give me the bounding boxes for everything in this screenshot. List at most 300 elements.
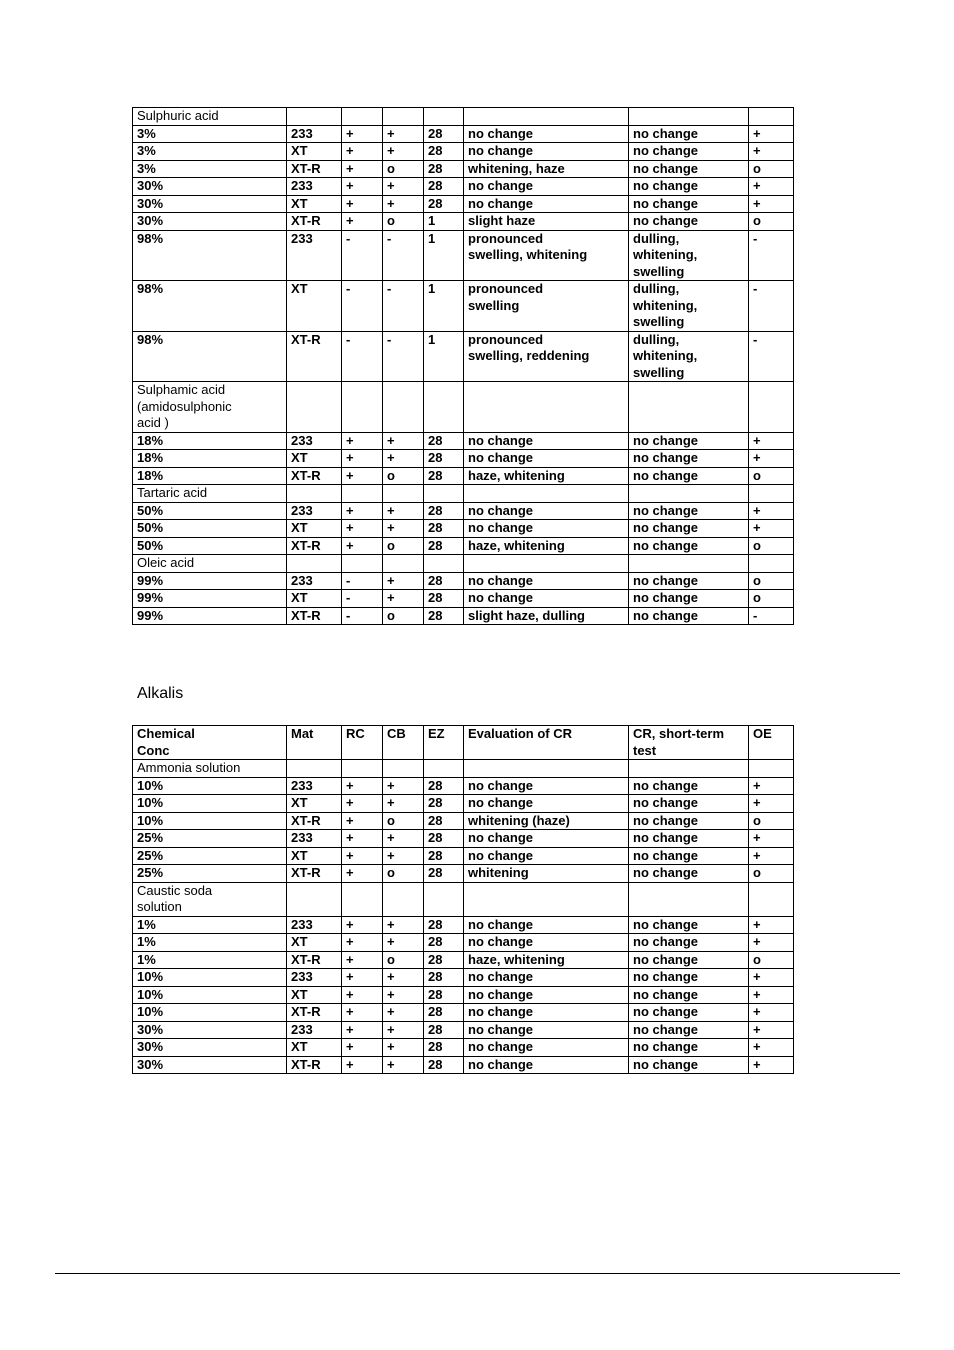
table-cell: 28 [424,520,464,538]
table-cell: + [342,1039,383,1057]
table-cell: + [383,1056,424,1074]
table-cell: + [383,125,424,143]
table-row [133,847,794,865]
table-cell: o [383,865,424,883]
table-cell: + [383,432,424,450]
table-cell: + [749,178,794,196]
table-cell: 1% [133,934,287,952]
table-cell: + [383,916,424,934]
table-cell: XT [287,450,342,468]
alkalis-resistance-table [132,725,794,1074]
table-row [133,143,794,161]
table-cell: no change [464,1056,629,1074]
table-cell: + [383,1039,424,1057]
table-cell: + [749,195,794,213]
table-cell: no change [629,969,749,987]
table-cell [464,760,629,778]
table-row [133,812,794,830]
table-row [133,969,794,987]
table-cell: + [749,1004,794,1022]
table-row [133,213,794,231]
table-cell: XT [287,934,342,952]
table-cell [287,882,342,916]
table-cell: XT [287,986,342,1004]
table-cell: no change [464,1004,629,1022]
table-cell: + [342,537,383,555]
table-cell: 99% [133,572,287,590]
table-cell: 28 [424,916,464,934]
table-cell: XT-R [287,951,342,969]
table-cell [424,555,464,573]
table-cell: + [749,450,794,468]
acids-resistance-table [132,107,794,625]
table-cell [629,382,749,433]
table-cell: o [749,537,794,555]
table-cell: - [342,230,383,281]
table-cell: XT-R [287,331,342,382]
table-cell: no change [629,1056,749,1074]
table-cell: + [749,969,794,987]
table-cell: RC [342,726,383,760]
table-cell: XT [287,195,342,213]
table-cell [287,760,342,778]
table-cell [342,760,383,778]
table-cell: no change [629,590,749,608]
table-cell: + [383,795,424,813]
table-cell [629,760,749,778]
table-cell: 50% [133,537,287,555]
table-cell [464,882,629,916]
table-cell: slight haze, dulling [464,607,629,625]
table-cell: Sulphamic acid (amidosulphonic acid ) [133,382,287,433]
table-cell: no change [629,143,749,161]
table-row [133,520,794,538]
table-cell: - [342,281,383,332]
table-cell: 1 [424,213,464,231]
table-cell [342,485,383,503]
table-cell: 28 [424,125,464,143]
table-cell: 50% [133,502,287,520]
table-cell [287,485,342,503]
table-cell: 28 [424,432,464,450]
table-cell: no change [629,450,749,468]
table-cell: - [383,281,424,332]
table-cell: no change [629,795,749,813]
table-row [133,195,794,213]
table-cell: no change [629,951,749,969]
table-cell: 3% [133,125,287,143]
table-cell: CR, short-term test [629,726,749,760]
table-cell: no change [629,467,749,485]
table-row [133,450,794,468]
table-cell: + [383,934,424,952]
table-cell: + [342,934,383,952]
table-cell: 28 [424,951,464,969]
table-cell: o [749,160,794,178]
table-cell: XT-R [287,467,342,485]
table-cell [749,760,794,778]
table-cell: + [342,467,383,485]
table-row [133,160,794,178]
table-cell: XT-R [287,1004,342,1022]
table-row [133,590,794,608]
table-cell: + [342,450,383,468]
table-cell: o [749,812,794,830]
table-cell: no change [464,178,629,196]
table-cell: XT [287,1039,342,1057]
table-row [133,467,794,485]
table-cell: 1% [133,951,287,969]
table-cell: 99% [133,590,287,608]
table-cell: dulling, whitening, swelling [629,331,749,382]
table-cell: no change [629,502,749,520]
table-row [133,951,794,969]
table-cell: OE [749,726,794,760]
table-cell: + [749,916,794,934]
table-cell: haze, whitening [464,951,629,969]
table-row [133,230,794,281]
table-cell: slight haze [464,213,629,231]
table-cell [629,882,749,916]
table-cell: 1 [424,230,464,281]
table-cell [749,485,794,503]
table-cell: + [383,502,424,520]
table-cell: XT-R [287,607,342,625]
table-cell: 25% [133,865,287,883]
table-cell: no change [629,865,749,883]
table-cell [424,882,464,916]
table-cell: XT [287,281,342,332]
table-row [133,830,794,848]
table-cell: XT [287,143,342,161]
table-cell: 28 [424,537,464,555]
table-cell: + [342,160,383,178]
table-cell: + [342,213,383,231]
table-cell: + [383,777,424,795]
table-cell: 28 [424,1056,464,1074]
table-cell: 28 [424,572,464,590]
group-row [133,108,794,126]
table-row [133,934,794,952]
table-cell: 233 [287,125,342,143]
table-cell: 28 [424,450,464,468]
table-cell: + [383,590,424,608]
table-cell: + [749,143,794,161]
table-cell [383,382,424,433]
table-cell [383,555,424,573]
table-cell: no change [629,195,749,213]
table-cell: 30% [133,213,287,231]
table-cell: + [749,432,794,450]
table-cell: 99% [133,607,287,625]
table-cell [424,485,464,503]
table-cell [383,882,424,916]
table-cell: Evaluation of CR [464,726,629,760]
table-cell: no change [464,590,629,608]
table-cell: no change [464,502,629,520]
table-row [133,986,794,1004]
table-cell [342,382,383,433]
table-cell: no change [464,1039,629,1057]
table-cell [749,882,794,916]
table-cell: 10% [133,812,287,830]
table-cell: + [342,865,383,883]
table-cell: 28 [424,590,464,608]
table-cell: Tartaric acid [133,485,287,503]
table-cell [383,485,424,503]
table-row [133,865,794,883]
table-cell: XT [287,590,342,608]
table-cell: whitening [464,865,629,883]
table-cell [342,882,383,916]
table-row [133,281,794,332]
table-cell: - [342,331,383,382]
table-cell: 98% [133,230,287,281]
table-cell: 28 [424,1004,464,1022]
table-cell: no change [629,812,749,830]
table-cell: + [342,502,383,520]
table-cell: o [749,467,794,485]
table-cell: 30% [133,195,287,213]
table-cell: Sulphuric acid [133,108,287,126]
table-cell: 233 [287,230,342,281]
table-cell [342,555,383,573]
table-cell: XT [287,847,342,865]
table-cell: + [749,125,794,143]
table-cell: no change [629,537,749,555]
table-cell: XT-R [287,213,342,231]
table-cell: 3% [133,160,287,178]
table-cell: + [342,951,383,969]
table-cell: no change [629,160,749,178]
table-cell: no change [464,195,629,213]
table-cell: no change [464,572,629,590]
table-cell: pronounced swelling, whitening [464,230,629,281]
table-cell: no change [629,777,749,795]
table-cell: no change [464,969,629,987]
table-cell: + [749,1021,794,1039]
table-cell: 28 [424,812,464,830]
table-cell: o [383,213,424,231]
table-cell: - [342,572,383,590]
table-cell: 28 [424,986,464,1004]
table-cell: 1% [133,916,287,934]
table-cell: o [383,537,424,555]
table-cell: no change [464,847,629,865]
table-cell: no change [464,795,629,813]
table-cell: 233 [287,777,342,795]
table-cell [464,485,629,503]
table-cell: no change [629,1021,749,1039]
table-cell: no change [629,178,749,196]
table-cell: Caustic soda solution [133,882,287,916]
table-cell: dulling, whitening, swelling [629,281,749,332]
table-cell: XT-R [287,160,342,178]
table-cell: o [749,951,794,969]
table-cell: no change [629,125,749,143]
table-cell: 28 [424,865,464,883]
table-cell: + [383,1021,424,1039]
table-cell: XT-R [287,812,342,830]
table-cell: whitening (haze) [464,812,629,830]
table-cell: 28 [424,160,464,178]
table-cell: XT [287,520,342,538]
table-cell: 233 [287,969,342,987]
table-cell: haze, whitening [464,537,629,555]
table-cell: + [749,795,794,813]
table-cell: + [383,450,424,468]
table-cell: 10% [133,777,287,795]
table-cell: o [749,213,794,231]
table-row [133,178,794,196]
table-cell: + [749,502,794,520]
table-cell: + [749,847,794,865]
table-cell: Oleic acid [133,555,287,573]
table-cell: + [749,986,794,1004]
table-cell: + [749,1056,794,1074]
table-cell: no change [629,916,749,934]
table-cell: + [342,847,383,865]
table-cell: - [383,331,424,382]
table-cell: XT [287,795,342,813]
group-row [133,485,794,503]
table-cell: 18% [133,467,287,485]
table-cell: - [749,331,794,382]
table-cell: + [342,795,383,813]
table-row [133,331,794,382]
table-cell: 1 [424,331,464,382]
table-cell: 233 [287,830,342,848]
table-cell: 233 [287,572,342,590]
table-cell: pronounced swelling, reddening [464,331,629,382]
table-cell: no change [629,432,749,450]
table-cell: + [342,143,383,161]
table-cell: no change [464,830,629,848]
section-heading-alkalis: Alkalis [137,685,184,702]
table-cell: o [383,160,424,178]
table-cell [629,108,749,126]
table-cell: o [749,590,794,608]
table-cell: + [342,1004,383,1022]
table-row [133,607,794,625]
table-cell: 28 [424,178,464,196]
table-cell: + [749,520,794,538]
table-cell: + [342,777,383,795]
table-cell: + [342,178,383,196]
table-cell: no change [464,143,629,161]
table-cell: 28 [424,830,464,848]
table-cell: - [342,590,383,608]
table-cell: CB [383,726,424,760]
table-cell: + [383,178,424,196]
table-cell: no change [464,916,629,934]
group-row [133,555,794,573]
table-cell: no change [629,1004,749,1022]
footer-divider [55,1273,900,1274]
table-cell: EZ [424,726,464,760]
table-row [133,1056,794,1074]
table-cell: + [383,143,424,161]
table-cell: whitening, haze [464,160,629,178]
table-cell: 28 [424,195,464,213]
table-cell: Ammonia solution [133,760,287,778]
table-cell: 98% [133,281,287,332]
table-cell: o [383,607,424,625]
table-cell: 233 [287,432,342,450]
table-cell: - [383,230,424,281]
table-cell: 233 [287,916,342,934]
table-cell: 233 [287,1021,342,1039]
table-cell: + [749,830,794,848]
table-cell: 28 [424,1021,464,1039]
table-cell: 28 [424,502,464,520]
table-cell: no change [464,432,629,450]
table-cell: o [383,951,424,969]
table-row [133,125,794,143]
table-cell [629,555,749,573]
table-cell: + [383,1004,424,1022]
table-cell [464,108,629,126]
table-cell [342,108,383,126]
table-cell [383,760,424,778]
table-cell: no change [629,520,749,538]
group-row [133,882,794,916]
table-cell: + [383,830,424,848]
table-cell: + [749,934,794,952]
table-cell: no change [464,520,629,538]
table-row [133,537,794,555]
table-cell: 18% [133,432,287,450]
table-cell: 233 [287,502,342,520]
table-cell: o [383,467,424,485]
group-row [133,382,794,433]
table-cell: + [342,520,383,538]
table-cell: + [342,986,383,1004]
table-row [133,795,794,813]
table-cell: no change [629,830,749,848]
table-cell: 98% [133,331,287,382]
table-cell: 28 [424,777,464,795]
table-cell [629,485,749,503]
table-cell: + [342,195,383,213]
table-cell: + [383,520,424,538]
table-cell: 28 [424,607,464,625]
table-cell: 30% [133,1039,287,1057]
table-cell: + [749,777,794,795]
table-cell: 30% [133,1056,287,1074]
table-cell [749,108,794,126]
table-cell: + [342,1056,383,1074]
table-cell [287,382,342,433]
table-cell: 28 [424,969,464,987]
table-cell: 28 [424,467,464,485]
table-cell: 30% [133,178,287,196]
table-cell: XT-R [287,1056,342,1074]
table-cell: no change [629,572,749,590]
table-cell: haze, whitening [464,467,629,485]
table-cell: - [749,607,794,625]
table-cell: 10% [133,986,287,1004]
table-cell: 18% [133,450,287,468]
table-cell [424,760,464,778]
table-cell: + [383,986,424,1004]
table-cell: 10% [133,795,287,813]
table-cell: + [383,847,424,865]
table-cell: + [342,125,383,143]
table-cell: + [342,830,383,848]
table-cell: + [383,195,424,213]
table-row [133,916,794,934]
